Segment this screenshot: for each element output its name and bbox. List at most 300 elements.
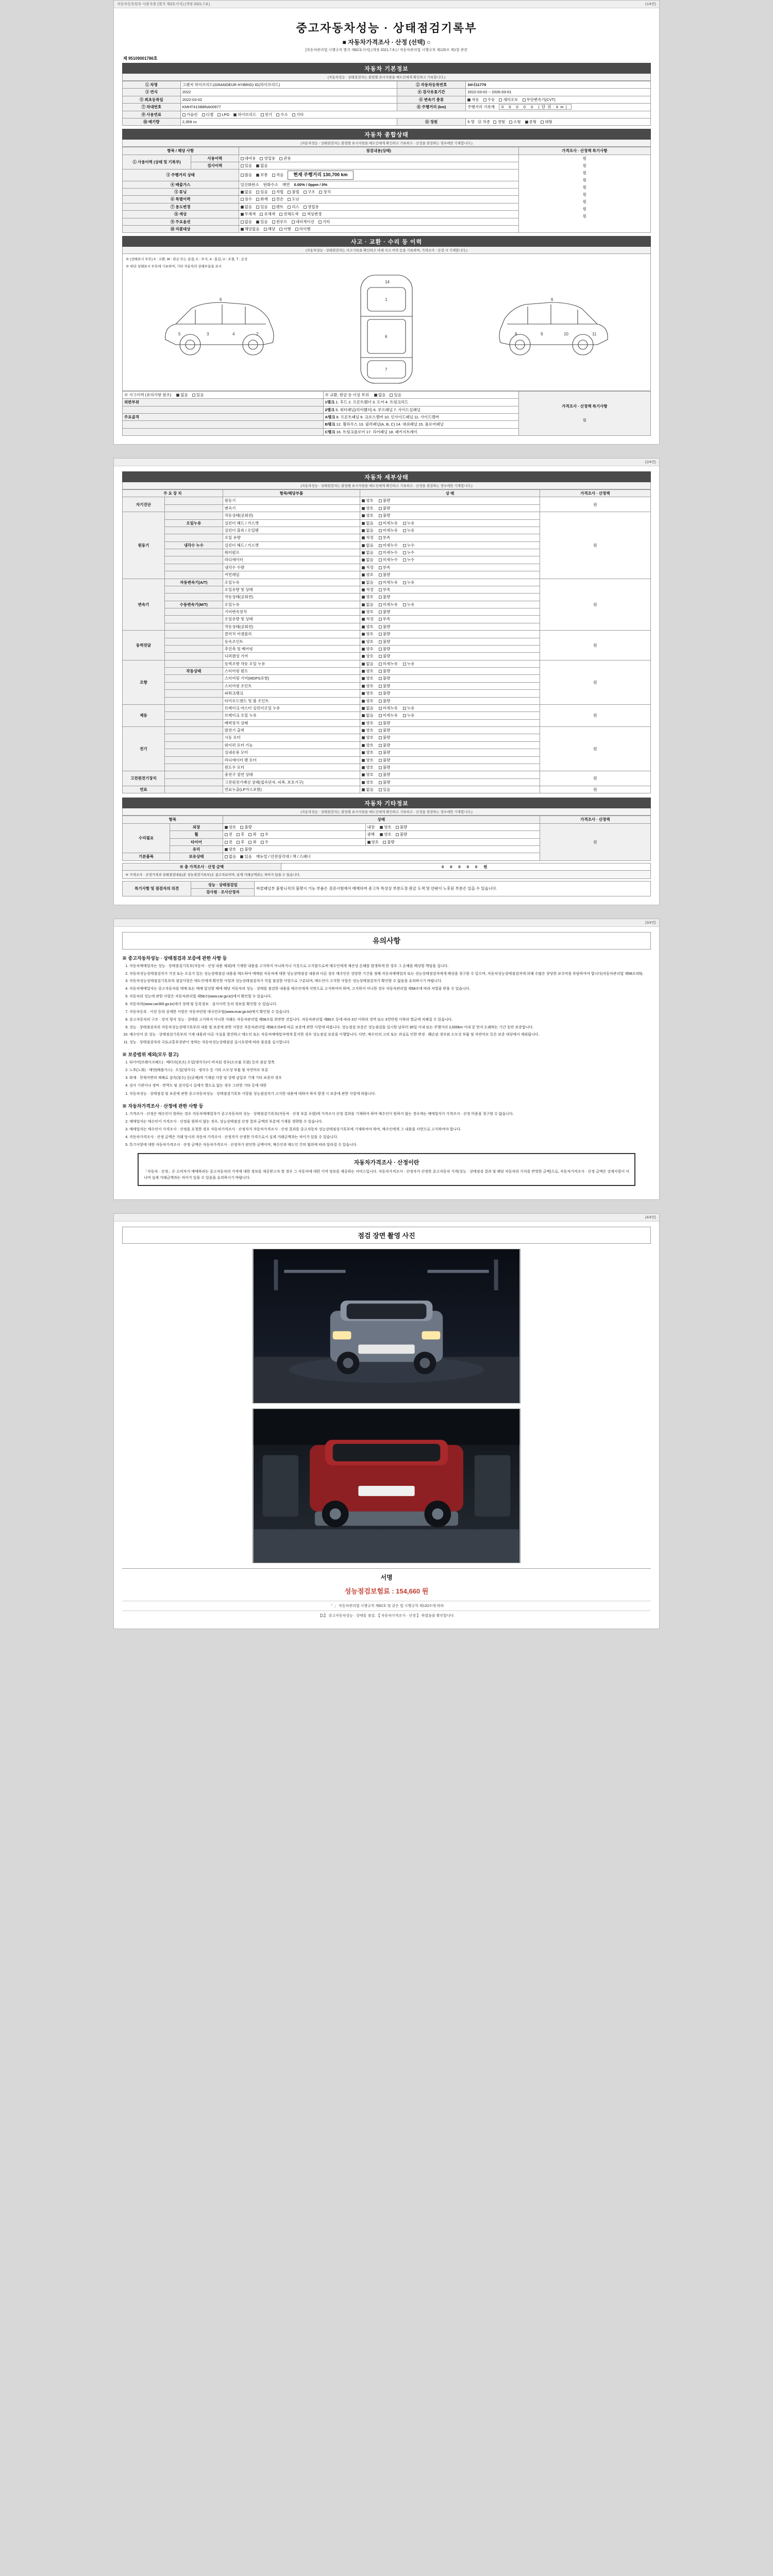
table-row	[123, 579, 651, 586]
notice-3-item: 3. 매매업자는 매수인이 가격조사 · 산정을 요청한 경우 자동차가격조사 · 산정자가 자동차가격조사 · 산정 결과를 중고자동차 성능상태점검기록부에 기재하여야 하며, 매수인에게 그 내용을 서면으로 고지하여야 합니다.	[129, 1127, 651, 1133]
basic-none[interactable]: 없음	[225, 854, 237, 859]
state-option-양호[interactable]: 양호	[362, 750, 374, 755]
wheel-rear[interactable]: 후	[237, 832, 244, 837]
page-1-strip	[114, 1, 659, 8]
tire-right[interactable]: 우	[261, 840, 268, 844]
accident-q2-label: ※ 교환, 판금 등 이상 부위	[325, 392, 369, 397]
state-option-양호[interactable]: 양호	[362, 498, 374, 503]
etc-value-interior	[365, 823, 540, 831]
frame-main-rankC: C랭크 16. 트렁크플로어 17. 리어패널 18. 패키지트레이	[323, 428, 518, 435]
state-option-적정[interactable]: 적정	[362, 617, 374, 621]
tire-front[interactable]: 전	[225, 840, 232, 844]
state-option-불량[interactable]: 불량	[379, 506, 391, 511]
notice-heading-2: ※ 보증범위 제외(모두 참고)	[122, 1052, 179, 1058]
detail-subgroup	[165, 586, 223, 593]
detail-subgroup	[165, 645, 223, 652]
state-option-양호[interactable]: 양호	[362, 780, 374, 785]
class-option-large[interactable]: 대형	[541, 120, 552, 124]
detail-item-state	[360, 594, 540, 601]
state-option-적정[interactable]: 적정	[362, 587, 374, 592]
state-option-적정[interactable]: 적정	[362, 565, 374, 570]
state-option-불량[interactable]: 불량	[379, 684, 391, 688]
wheel-left[interactable]: 좌	[248, 832, 256, 837]
page-2	[113, 458, 660, 905]
detail-item-label: 실내송풍 모터	[223, 749, 360, 756]
tuning-yes[interactable]: 있음	[256, 190, 268, 194]
state-option-불량[interactable]: 불량	[379, 639, 391, 644]
price-cell: 원	[582, 184, 586, 190]
label-emission: ④ 배출가스	[123, 181, 239, 188]
detail-item-state	[360, 712, 540, 719]
detail-subgroup	[165, 719, 223, 726]
state-option-없음[interactable]: 없음	[362, 602, 374, 607]
etc-item-exterior: 외장	[170, 823, 223, 831]
state-option-양호[interactable]: 양호	[362, 728, 374, 733]
car-top-diagram	[343, 270, 430, 388]
detail-item-label: 오일누유	[223, 601, 360, 608]
notice-title: 유의사항	[122, 932, 651, 950]
detail-item-state	[360, 675, 540, 682]
state-option-양호[interactable]: 양호	[362, 765, 374, 770]
fuel-option-diesel[interactable]: 디젤	[202, 112, 214, 117]
basic-yes[interactable]: 있음	[240, 854, 252, 859]
svg-text:6: 6	[220, 297, 222, 302]
option-yes[interactable]: 있음	[256, 219, 268, 224]
state-option-양호[interactable]: 양호	[362, 721, 374, 725]
etc-col-head-state: 상태	[223, 816, 540, 823]
value-displacement: 2,359 cc	[180, 118, 397, 125]
state-option-불량[interactable]: 불량	[379, 691, 391, 696]
value-options	[239, 218, 518, 225]
state-option-양호[interactable]: 양호	[362, 647, 374, 651]
recall-yes[interactable]: 해당	[264, 227, 276, 231]
detail-subgroup	[165, 623, 223, 630]
glass-good[interactable]: 양호	[225, 847, 237, 852]
accident-price-label	[518, 391, 650, 435]
mileage-many[interactable]: 많음	[241, 173, 253, 177]
etc-value-polish	[365, 831, 540, 838]
tire-good[interactable]: 양호	[367, 840, 379, 844]
col-head-price: 가격조사 · 산정액 특기사항	[518, 147, 650, 155]
fuel-option-lpg[interactable]: LPG	[217, 112, 229, 117]
label-class: ⑫ 차종	[478, 119, 491, 124]
footer-line-2: 【1】 중고자동차성능 · 상태를 점검, 【 자동차가격조사 · 산정 】 하였음을 확인합니다.	[122, 1611, 651, 1620]
detail-item-label: 연료누출(LP가스포함)	[223, 786, 360, 793]
state-option-양호[interactable]: 양호	[362, 735, 374, 740]
tuning-legal[interactable]: 적법	[272, 190, 284, 194]
exterior-good[interactable]: 양호	[225, 825, 237, 829]
state-option-양호[interactable]: 양호	[362, 699, 374, 703]
basic-items: 매뉴얼 / 안전삼각대 / 잭 / 스패너	[256, 854, 311, 859]
price-cell: 원	[582, 199, 586, 204]
detail-item-state	[360, 623, 540, 630]
detail-item-label: 클러치 어셈블리	[223, 631, 360, 638]
etc-group-repair: 수리필요	[123, 823, 170, 853]
notice-1-item: 8. 중고자동차의 구조 · 장치 형식 성능 · 상태를 고지하지 아니한 거래는 자동차관리법 제58조를 위반한 것입니다. 자동차관리법 제80조 등에 따라 3년 이하의 징역 또는 3천만원 이하의 벌금에 처해질 수 있습니다.	[129, 1018, 651, 1023]
tuning-illegal[interactable]: 불법	[288, 190, 299, 194]
state-option-양호[interactable]: 양호	[362, 513, 374, 518]
color-changed[interactable]: 색상변경	[303, 212, 322, 216]
state-option-부족[interactable]: 부족	[379, 535, 391, 540]
detail-item-state	[360, 668, 540, 675]
state-option-부족[interactable]: 부족	[379, 587, 391, 592]
color-full-repaint[interactable]: 전체도색	[279, 212, 298, 216]
price-cell: 원	[582, 192, 586, 197]
class-option-light[interactable]: 경형	[493, 120, 505, 124]
recall-not-done[interactable]: 미이행	[295, 227, 311, 231]
state-option-불량[interactable]: 불량	[379, 699, 391, 703]
detail-item-label: 오일유량 및 상태	[223, 586, 360, 593]
svg-text:14: 14	[385, 280, 390, 285]
state-option-미세누유[interactable]: 미세누유	[379, 528, 398, 533]
detail-item-state	[360, 497, 540, 504]
label-options: ⑨ 주요옵션	[123, 218, 239, 225]
detail-subgroup	[165, 734, 223, 741]
svg-text:8: 8	[515, 332, 517, 337]
state-option-미세누유[interactable]: 미세누유	[379, 521, 398, 526]
state-option-없음[interactable]: 없음	[362, 550, 374, 555]
state-option-없음[interactable]: 없음	[362, 543, 374, 548]
total-price-note: ※ 가격조사 · 산정가격과 상태점검내용(본 성능점검기록부)은 참고자료이며, 실제 거래금액과는 차이가 있을 수 있습니다.	[122, 871, 651, 879]
accident-q1-none[interactable]: 없음	[176, 393, 188, 397]
state-option-부족[interactable]: 부족	[379, 617, 391, 621]
photos-title: 점검 장면 촬영 사진	[122, 1227, 651, 1244]
state-option-불량[interactable]: 불량	[379, 572, 391, 577]
state-option-양호[interactable]: 양호	[362, 669, 374, 673]
state-option-누유[interactable]: 누유	[403, 528, 415, 533]
state-option-양호[interactable]: 양호	[362, 743, 374, 748]
state-option-미세누수[interactable]: 미세누수	[379, 557, 398, 562]
recall-na[interactable]: 해당없음	[241, 227, 260, 231]
polish-good[interactable]: 양호	[380, 832, 392, 837]
label-displacement: ⑩ 배기량	[123, 118, 181, 125]
table-row	[123, 104, 651, 111]
detail-item-label: 작동상태(공회전)	[223, 623, 360, 630]
state-option-미세누유[interactable]: 미세누유	[379, 662, 398, 666]
inspection-yes[interactable]: 있음	[241, 163, 253, 168]
wheel-front[interactable]: 전	[225, 832, 232, 837]
table-row	[123, 118, 651, 125]
state-option-불량[interactable]: 불량	[379, 513, 391, 518]
frame-main-blank-1	[123, 421, 324, 428]
detail-item-label: 오일 유량	[223, 534, 360, 541]
tuning-structure[interactable]: 구조	[304, 190, 315, 194]
notice-list-3	[129, 1112, 651, 1148]
condition-price-column	[518, 155, 650, 233]
tire-bad[interactable]: 불량	[383, 840, 395, 844]
state-option-양호[interactable]: 양호	[362, 624, 374, 629]
inspection-no[interactable]: 없음	[256, 163, 268, 168]
state-option-불량[interactable]: 불량	[379, 735, 391, 740]
col-head-price: 가격조사 · 산정액	[540, 490, 650, 497]
detail-item-label: 브레이크 오일 누유	[223, 712, 360, 719]
state-option-없음[interactable]: 없음	[362, 787, 374, 792]
detail-item-label: 기어변속장치	[223, 608, 360, 616]
state-option-불량[interactable]: 불량	[379, 669, 391, 673]
table-row	[123, 727, 651, 734]
state-option-누유[interactable]: 누유	[403, 602, 415, 607]
usechange-business[interactable]: 영업용	[304, 205, 319, 209]
detail-group-price: 원	[540, 727, 650, 771]
strip-right-text: (4/4면)	[645, 1215, 656, 1219]
state-option-양호[interactable]: 양호	[362, 609, 374, 614]
detail-item-state	[360, 534, 540, 541]
option-navigation[interactable]: 네비게이션	[292, 219, 314, 224]
state-option-없음[interactable]: 없음	[362, 580, 374, 585]
value-usage-history	[239, 155, 518, 162]
detail-group-3: 변속기	[123, 579, 165, 631]
state-option-부족[interactable]: 부족	[379, 565, 391, 570]
color-chromatic[interactable]: 유채색	[260, 212, 275, 216]
state-option-불량[interactable]: 불량	[379, 632, 391, 636]
notice-heading-3: ※ 자동차가격조사 · 산정에 관한 사항 등	[122, 1104, 204, 1109]
state-option-불량[interactable]: 불량	[379, 772, 391, 777]
etc-value-exterior	[223, 823, 365, 831]
state-option-적정[interactable]: 적정	[362, 535, 374, 540]
detail-subgroup	[165, 697, 223, 704]
document-number: 제 95109001786호	[123, 56, 158, 61]
value-transmission	[466, 96, 651, 103]
mileage-few[interactable]: 적음	[272, 173, 284, 177]
detail-table	[122, 489, 651, 793]
detail-item-label: 고전원전기배선 상태(접속단자, 피복, 보호기구)	[223, 778, 360, 786]
detail-item-state	[360, 653, 540, 660]
state-option-미세누유[interactable]: 미세누유	[379, 713, 398, 718]
state-option-누유[interactable]: 누유	[403, 713, 415, 718]
state-option-없음[interactable]: 없음	[362, 528, 374, 533]
usage-rental[interactable]: 대여용	[241, 156, 256, 161]
state-option-누수[interactable]: 누수	[403, 550, 415, 555]
option-none[interactable]: 없음	[241, 219, 253, 224]
state-option-불량[interactable]: 불량	[379, 743, 391, 748]
detail-item-label: 브레이크 마스터 실린더오일 누유	[223, 704, 360, 711]
page-4	[113, 1213, 660, 1629]
state-option-양호[interactable]: 양호	[362, 506, 374, 511]
state-option-양호[interactable]: 양호	[362, 572, 374, 577]
value-plate: 34너11779	[466, 81, 651, 89]
detail-item-state	[360, 571, 540, 579]
transmission-option-semi[interactable]: 세미오토	[499, 97, 518, 102]
label-odometer: ⑧ 주행거리 (km)	[397, 104, 466, 111]
state-option-양호[interactable]: 양호	[362, 676, 374, 681]
frame-outer-rank2: 2랭크 5. 쿼터패널(리어휀더) 6. 루프패널 7. 사이드실패널	[323, 406, 518, 413]
glass-bad[interactable]: 불량	[240, 847, 252, 852]
state-option-불량[interactable]: 불량	[379, 765, 391, 770]
detail-group-4: 동력전달	[123, 631, 165, 660]
state-option-누유[interactable]: 누유	[403, 706, 415, 710]
state-option-불량[interactable]: 불량	[379, 728, 391, 733]
state-option-누유[interactable]: 누유	[403, 521, 415, 526]
value-usage-change	[239, 203, 518, 210]
detail-group-price: 원	[540, 579, 650, 631]
state-option-미세누유[interactable]: 미세누유	[379, 706, 398, 710]
fuel-option-hybrid[interactable]: 하이브리드	[233, 112, 256, 117]
accident-q1-yes[interactable]: 있음	[192, 393, 204, 397]
class-option-medium[interactable]: 중형	[525, 120, 537, 124]
etc-item-interior: 내장	[367, 824, 375, 829]
state-option-없음[interactable]: 없음	[362, 713, 374, 718]
total-price-value: 0 0 0 0 0 원	[281, 863, 651, 870]
usechange-lease[interactable]: 리스	[288, 205, 299, 209]
frame-main-blank-2	[123, 428, 324, 435]
odometer-digits: 0 0 0 0 0 (단위:km)	[499, 104, 572, 110]
interior-bad[interactable]: 불량	[396, 825, 408, 829]
state-option-양호[interactable]: 양호	[362, 691, 374, 696]
state-option-양호[interactable]: 양호	[362, 654, 374, 658]
state-option-없음[interactable]: 없음	[362, 706, 374, 710]
emission-values: 0.00% / 0ppm / 0%	[294, 182, 328, 187]
state-option-누유[interactable]: 누유	[403, 662, 415, 666]
class-option-small[interactable]: 소형	[509, 120, 521, 124]
svg-text:1: 1	[385, 297, 388, 302]
state-option-미세누수[interactable]: 미세누수	[379, 550, 398, 555]
state-option-누수[interactable]: 누수	[403, 543, 415, 548]
recall-done[interactable]: 이행	[279, 227, 291, 231]
state-option-불량[interactable]: 불량	[379, 654, 391, 658]
color-achromatic[interactable]: 무채색	[241, 212, 256, 216]
usage-government[interactable]: 관용	[279, 156, 291, 161]
price-cell: 원	[582, 177, 586, 182]
diagram-legend-2: ※ 하단 상태표시 부호에 기초하여, 기타 자동차의 상태부분을 표시	[126, 265, 222, 268]
detail-item-state	[360, 786, 540, 793]
state-option-불량[interactable]: 불량	[379, 758, 391, 762]
detail-item-label: 오일유량 및 상태	[223, 616, 360, 623]
special-note-table	[122, 881, 651, 896]
wheel-right[interactable]: 우	[261, 832, 268, 837]
option-etc[interactable]: 기타	[318, 219, 330, 224]
state-option-불량[interactable]: 불량	[379, 595, 391, 599]
inspection-photo-1	[253, 1249, 520, 1403]
state-option-누수[interactable]: 누수	[403, 557, 415, 562]
detail-subgroup	[165, 594, 223, 601]
notice-2-item: 2. 노후(노화) · 매연(배출가스) · 오일(냉각수) · 냉각수 등 기타 소모성 부품 및 자연마모 부분	[129, 1068, 651, 1074]
state-option-양호[interactable]: 양호	[362, 758, 374, 762]
etc-value-basic	[223, 853, 540, 860]
state-option-없음[interactable]: 없음	[362, 557, 374, 562]
table-row	[123, 660, 651, 667]
detail-item-state	[360, 527, 540, 534]
detail-subgroup: 자동변속기(A/T)	[165, 579, 223, 586]
state-option-불량[interactable]: 불량	[379, 498, 391, 503]
transmission-option-manual[interactable]: 수동	[483, 97, 495, 102]
state-option-양호[interactable]: 양호	[362, 639, 374, 644]
state-option-양호[interactable]: 양호	[362, 772, 374, 777]
accident-q2-none[interactable]: 없음	[374, 393, 386, 397]
usechange-yes[interactable]: 있음	[256, 205, 268, 209]
exterior-bad[interactable]: 불량	[240, 825, 252, 829]
etc-section-header: 자동차 기타정보	[122, 798, 651, 808]
state-option-불량[interactable]: 불량	[379, 624, 391, 629]
state-option-불량[interactable]: 불량	[379, 647, 391, 651]
usechange-none[interactable]: 없음	[241, 205, 253, 209]
state-option-불량[interactable]: 불량	[379, 676, 391, 681]
label-plate: ② 자동차등록번호	[397, 81, 466, 89]
page-4-strip	[114, 1214, 659, 1222]
special-theft[interactable]: 도난	[288, 197, 299, 201]
detail-subgroup	[165, 497, 223, 504]
mileage-normal[interactable]: 보통	[256, 173, 268, 177]
transmission-option-auto[interactable]: 자동	[467, 97, 479, 102]
usage-business[interactable]: 영업용	[260, 156, 275, 161]
label-usage-change: ⑦ 용도변경	[123, 203, 239, 210]
detail-item-state	[360, 764, 540, 771]
detail-item-label: 시동 모터	[223, 734, 360, 741]
state-option-양호[interactable]: 양호	[362, 684, 374, 688]
detail-subgroup	[165, 771, 223, 778]
detail-group-5: 조향	[123, 660, 165, 704]
detail-subgroup	[165, 534, 223, 541]
state-option-양호[interactable]: 양호	[362, 632, 374, 636]
condition-section-header: 자동차 종합상태	[122, 129, 651, 140]
fuel-option-etc[interactable]: 기타	[292, 112, 304, 117]
detail-item-state	[360, 756, 540, 764]
accident-q2-yes[interactable]: 있음	[390, 393, 401, 397]
state-option-불량[interactable]: 불량	[379, 780, 391, 785]
state-option-없음[interactable]: 없음	[362, 521, 374, 526]
detail-subgroup	[165, 564, 223, 571]
transmission-option-cvt[interactable]: 무단변속기(CVT)	[523, 97, 556, 102]
detail-subgroup	[165, 512, 223, 519]
state-option-불량[interactable]: 불량	[379, 609, 391, 614]
fuel-option-electric[interactable]: 전기	[261, 112, 273, 117]
notice-list-2b	[129, 1092, 651, 1097]
detail-group-8: 고전원전기장치	[123, 771, 165, 786]
detail-group-price: 원	[540, 512, 650, 579]
state-option-불량[interactable]: 불량	[379, 721, 391, 725]
detail-item-state	[360, 556, 540, 564]
table-row	[123, 823, 651, 831]
state-option-미세누유[interactable]: 미세누유	[379, 602, 398, 607]
insurance-price-line	[122, 1584, 651, 1601]
state-option-미세누수[interactable]: 미세누수	[379, 543, 398, 548]
state-option-없음[interactable]: 없음	[362, 662, 374, 666]
guarantee-box	[138, 1153, 635, 1185]
special-total-loss[interactable]: 전손	[272, 197, 284, 201]
tire-left[interactable]: 좌	[248, 840, 256, 844]
tire-rear[interactable]: 후	[237, 840, 244, 844]
basic-section-header: 자동차 기본정보	[122, 63, 651, 74]
insurance-price-label: 성능점검보험료 :	[344, 1587, 394, 1595]
usechange-rent[interactable]: 렌트	[272, 205, 284, 209]
state-option-있음[interactable]: 있음	[379, 787, 391, 792]
table-row	[123, 771, 651, 778]
state-option-미세누유[interactable]: 미세누유	[379, 580, 398, 585]
detail-item-label: 원동기	[223, 497, 360, 504]
detail-group-price: 원	[540, 771, 650, 786]
detail-subgroup	[165, 504, 223, 512]
special-fire[interactable]: 화재	[256, 197, 268, 201]
detail-item-label: 충전구 절연 상태	[223, 771, 360, 778]
interior-good[interactable]: 양호	[380, 825, 392, 829]
tuning-device[interactable]: 장치	[319, 190, 331, 194]
emission-smoke: 매연	[282, 182, 290, 187]
detail-subgroup	[165, 712, 223, 719]
tuning-none[interactable]: 없음	[241, 190, 253, 194]
detail-group-price: 원	[540, 631, 650, 660]
etc-value-glass	[223, 845, 540, 853]
fuel-option-gasoline[interactable]: 가솔린	[182, 112, 198, 117]
fuel-option-hydrogen[interactable]: 수소	[276, 112, 288, 117]
state-option-양호[interactable]: 양호	[362, 595, 374, 599]
polish-bad[interactable]: 불량	[396, 832, 408, 837]
special-flood[interactable]: 침수	[241, 197, 253, 201]
option-sunroof[interactable]: 썬루프	[272, 219, 288, 224]
detail-item-state	[360, 690, 540, 697]
state-option-불량[interactable]: 불량	[379, 750, 391, 755]
detail-item-state	[360, 616, 540, 623]
signature-heading: 서명	[122, 1568, 651, 1584]
state-option-누유[interactable]: 누유	[403, 580, 415, 585]
